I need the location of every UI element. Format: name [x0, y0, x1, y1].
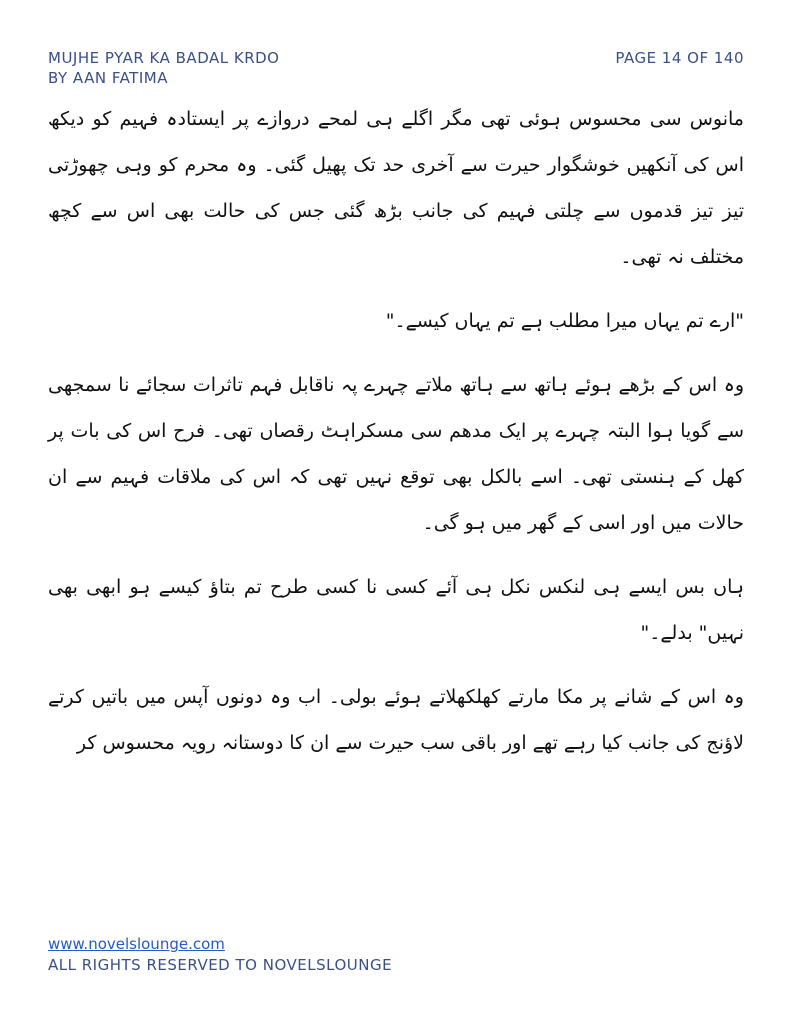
- paragraph: ہاں بس ایسے ہی لنکس نکل ہی آئے کسی نا کسی طرح تم بتاؤ کیسے ہو ابھی بھی نہیں" بدلے۔": [48, 576, 744, 644]
- website-link[interactable]: www.novelslounge.com: [48, 935, 225, 953]
- paragraph: وہ اس کے بڑھے ہوئے ہاتھ سے ہاتھ ملاتے چہرے پہ ناقابل فہم تاثرات سجائے نا سمجھی سے گویا ہوا البتہ چہرے پر ایک مدھم سی مسکراہٹ رقصاں تھی۔ فرح اس کی بات پر کھل کے ہنستی تھی۔ اسے بالکل بھی توقع نہیں تھی کہ اس کی ملاقات فہیم سے ان حالات میں اور اسی کے گھر میں ہو گی۔: [48, 374, 744, 534]
- paragraph: "ارے تم یہاں میرا مطلب ہے تم یہاں کیسے۔": [385, 310, 744, 332]
- rights-notice: ALL RIGHTS RESERVED TO NOVELSLOUNGE: [48, 956, 393, 974]
- page-header: [48, 48, 744, 92]
- book-title: MUJHE PYAR KA BADAL KRDO: [48, 49, 280, 67]
- page-body: [48, 96, 744, 926]
- book-info: [48, 48, 279, 88]
- paragraph: مانوس سی محسوس ہوئی تھی مگر اگلے ہی لمحے دروازے پر ایستادہ فہیم کو دیکھ اس کی آنکھیں خوشگوار حیرت سے آخری حد تک پھیل گئی۔ وہ محرم کو وہی چھوڑتی تیز تیز قدموں سے چلتی فہیم کی جانب بڑھ گئی جس کی حالت بھی اس سے کچھ مختلف نہ تھی۔: [48, 108, 744, 268]
- page-number: PAGE 14 OF 140: [615, 49, 744, 67]
- paragraph: وہ اس کے شانے پر مکا مارتے کھلکھلاتے ہوئے بولی۔ اب وہ دونوں آپس میں باتیں کرتے لاؤنج کی جانب کیا رہے تھے اور باقی سب حیرت سے ان کا دوستانہ رویہ محسوس کر: [48, 686, 744, 754]
- page-footer: [48, 934, 392, 976]
- book-author: BY AAN FATIMA: [48, 69, 168, 87]
